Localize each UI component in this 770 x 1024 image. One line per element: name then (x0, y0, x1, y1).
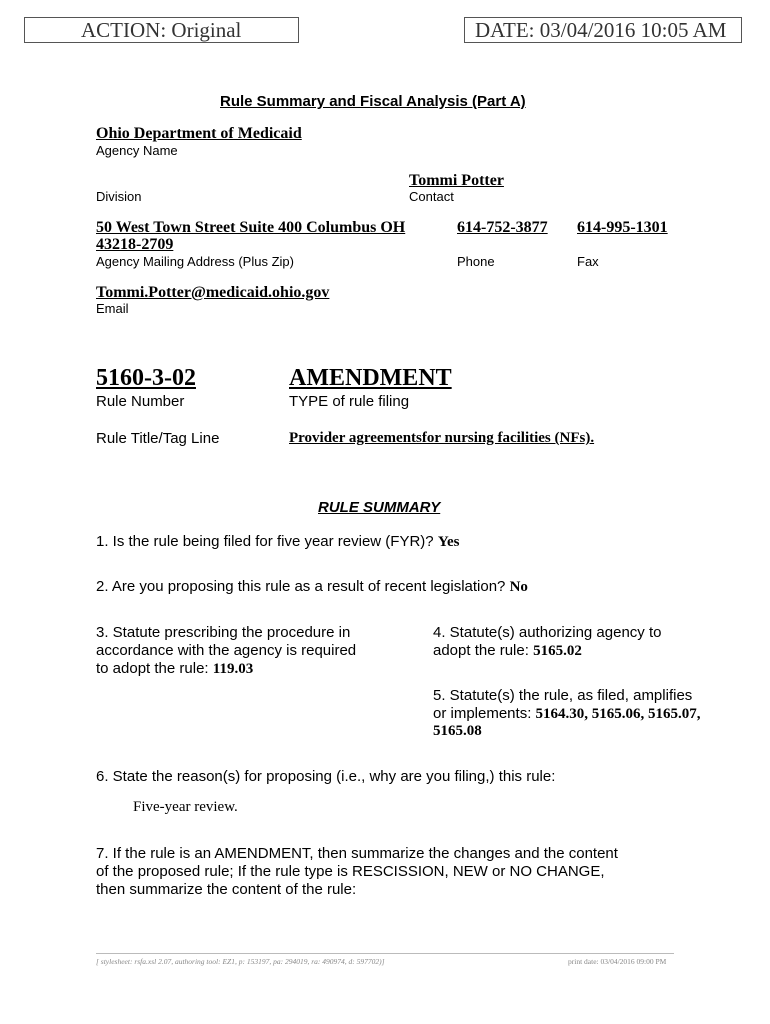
address-label: Agency Mailing Address (Plus Zip) (96, 254, 294, 269)
question-3-line-1: 3. Statute prescribing the procedure in (96, 624, 351, 641)
question-2 (96, 578, 528, 596)
answer-5-line-2: 5165.08 (433, 723, 482, 739)
answer-1: Yes (437, 534, 460, 550)
footer-print-date: print date: 03/04/2016 09:00 PM (568, 957, 667, 966)
answer-3: 119.03 (212, 661, 254, 677)
question-5-text: or implements: (433, 705, 532, 722)
question-7-line-2: of the proposed rule; If the rule type is RESCISSION, NEW or NO CHANGE, (96, 863, 605, 880)
rule-title-value: Provider agreementsfor nursing facilities (NFs). (289, 430, 595, 446)
email-value: Tommi.Potter@medicaid.ohio.gov (96, 284, 330, 301)
agency-name-label: Agency Name (96, 143, 178, 158)
rule-title-label: Rule Title/Tag Line (96, 430, 220, 447)
agency-name-value: Ohio Department of Medicaid (96, 125, 302, 142)
answer-2: No (509, 579, 528, 595)
footer-stylesheet-info: [ stylesheet: rsfa.xsl 2.07, authoring tool: EZ1, p: 153197, pa: 294019, ra: 490974, d: 597702)] (96, 957, 385, 966)
question-5-line-2 (433, 705, 701, 723)
rule-type-label: TYPE of rule filing (289, 393, 410, 410)
question-2-text: 2. Are you proposing this rule as a result of recent legislation? (96, 578, 506, 595)
division-label: Division (96, 189, 142, 204)
question-1 (96, 533, 459, 551)
answer-4: 5165.02 (533, 643, 582, 659)
action-box (24, 17, 299, 43)
contact-value: Tommi Potter (409, 172, 504, 189)
question-4-line-2 (433, 642, 582, 660)
contact-label: Contact (409, 189, 454, 204)
address-line-2: 43218-2709 (96, 236, 174, 253)
question-1-text: 1. Is the rule being filed for five year review (FYR)? (96, 533, 434, 550)
phone-value: 614-752-3877 (457, 219, 548, 236)
question-7-line-3: then summarize the content of the rule: (96, 881, 357, 898)
date-text: DATE: 03/04/2016 10:05 AM (475, 18, 727, 42)
email-label: Email (96, 301, 129, 316)
question-7-line-1: 7. If the rule is an AMENDMENT, then summarize the changes and the content (96, 845, 618, 862)
answer-6: Five-year review. (133, 799, 238, 815)
page-title: Rule Summary and Fiscal Analysis (Part A) (220, 93, 526, 110)
fax-value: 614-995-1301 (577, 219, 668, 236)
question-3-line-3 (96, 660, 253, 678)
question-3-line-2: accordance with the agency is required (96, 642, 357, 659)
answer-5-line-1: 5164.30, 5165.06, 5165.07, (535, 706, 701, 722)
phone-label: Phone (457, 254, 495, 269)
rule-number-label: Rule Number (96, 393, 185, 410)
date-box (464, 17, 742, 43)
action-text: ACTION: Original (81, 18, 242, 42)
fax-label: Fax (577, 254, 599, 269)
question-5-line-1: 5. Statute(s) the rule, as filed, amplifies (433, 687, 693, 704)
question-4-line-1: 4. Statute(s) authorizing agency to (433, 624, 662, 641)
rule-summary-heading: RULE SUMMARY (318, 499, 441, 516)
question-3-text: to adopt the rule: (96, 660, 209, 677)
rule-number-value: 5160-3-02 (96, 365, 196, 391)
question-6: 6. State the reason(s) for proposing (i.e., why are you filing,) this rule: (96, 768, 556, 785)
footer-divider (96, 953, 674, 954)
address-line-1: 50 West Town Street Suite 400 Columbus OH (96, 219, 406, 236)
rule-type-value: AMENDMENT (289, 365, 452, 391)
question-4-text: adopt the rule: (433, 642, 529, 659)
